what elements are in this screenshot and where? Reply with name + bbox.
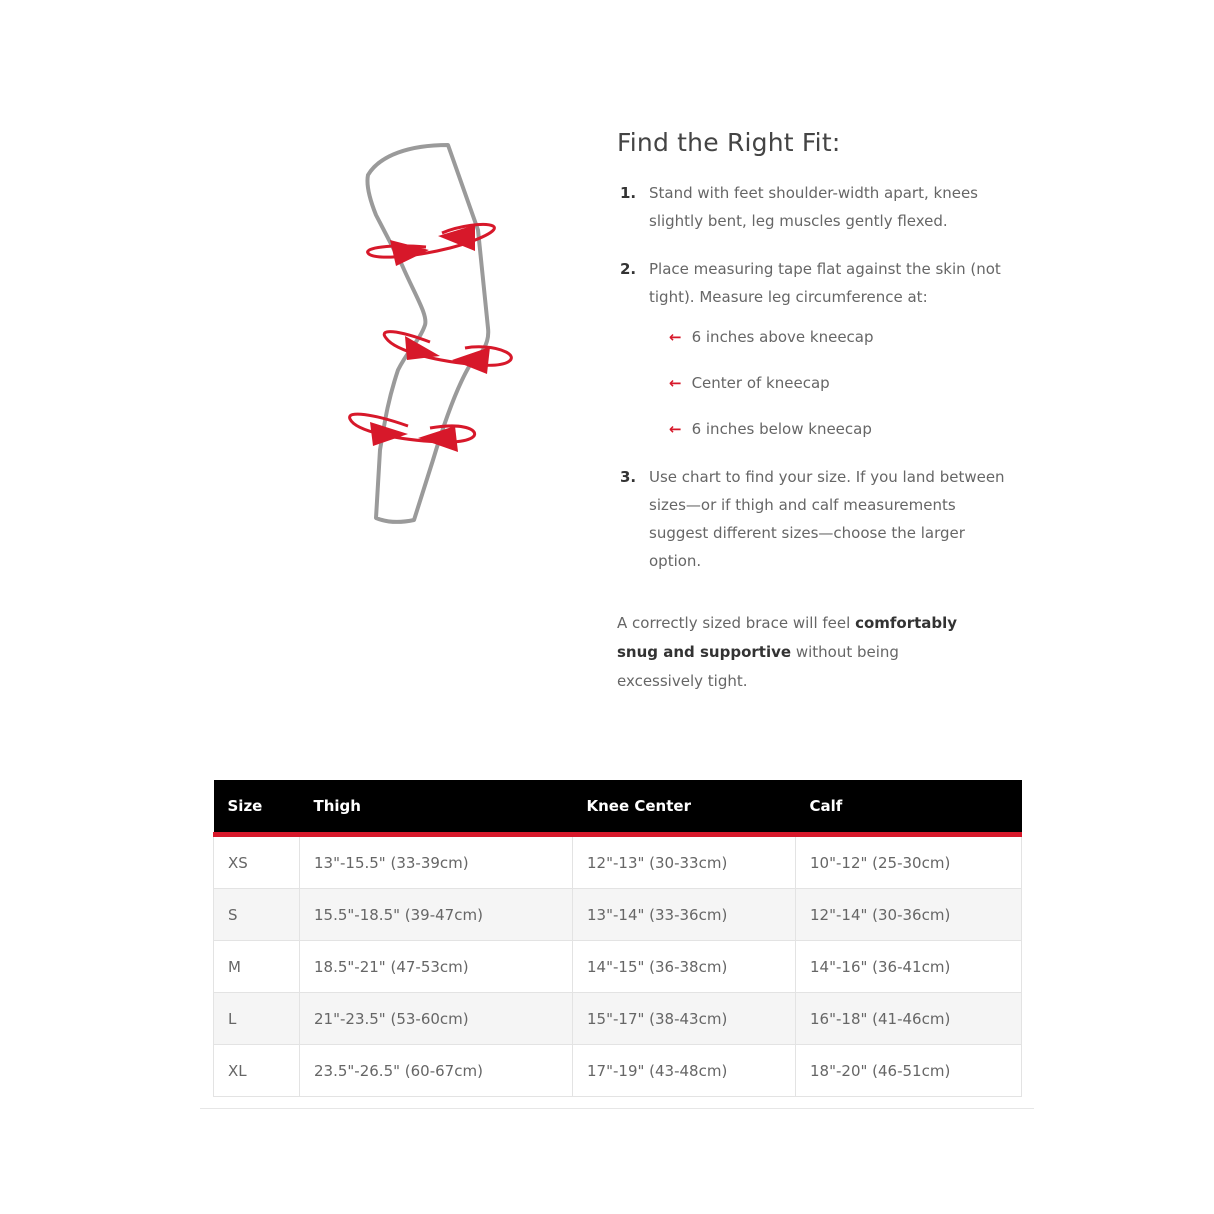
table-row xyxy=(214,835,1022,889)
calf-cell: 12"-14" (30-36cm) xyxy=(796,889,1022,941)
thigh-cell: 15.5"-18.5" (39-47cm) xyxy=(300,889,573,941)
measure-point-text: 6 inches above kneecap xyxy=(691,328,874,346)
fit-note xyxy=(617,609,989,696)
table-row xyxy=(214,993,1022,1045)
knee-cell: 14"-15" (36-38cm) xyxy=(573,941,796,993)
step-text: Place measuring tape flat against the skin (not tight). Measure leg circumference at: xyxy=(649,260,1001,306)
measure-points-list xyxy=(649,323,1017,443)
knee-cell: 12"-13" (30-33cm) xyxy=(573,835,796,889)
calf-cell: 18"-20" (46-51cm) xyxy=(796,1045,1022,1097)
note-post: without being excessively tight. xyxy=(617,643,899,690)
left-arrow-icon: ← xyxy=(669,420,682,438)
calf-cell: 14"-16" (36-41cm) xyxy=(796,941,1022,993)
step-3 xyxy=(617,463,1017,575)
thigh-cell: 18.5"-21" (47-53cm) xyxy=(300,941,573,993)
measure-point-below xyxy=(669,415,1017,443)
steps-list xyxy=(617,179,1017,575)
thigh-cell: 23.5"-26.5" (60-67cm) xyxy=(300,1045,573,1097)
calf-cell: 10"-12" (25-30cm) xyxy=(796,835,1022,889)
step-2 xyxy=(617,255,1017,443)
header-calf: Calf xyxy=(796,780,1022,835)
table-header-row xyxy=(214,780,1022,835)
header-knee-center: Knee Center xyxy=(573,780,796,835)
table-row xyxy=(214,1045,1022,1097)
step-text: Use chart to find your size. If you land between sizes—or if thigh and calf measurements suggest different sizes—choose the larger option. xyxy=(649,468,1005,570)
calf-cell: 16"-18" (41-46cm) xyxy=(796,993,1022,1045)
knee-cell: 15"-17" (38-43cm) xyxy=(573,993,796,1045)
size-cell: XS xyxy=(214,835,300,889)
size-cell: S xyxy=(214,889,300,941)
header-thigh: Thigh xyxy=(300,780,573,835)
step-text: Stand with feet shoulder-width apart, knees slightly bent, leg muscles gently flexed. xyxy=(649,184,978,230)
leg-measurement-illustration xyxy=(330,130,550,540)
table-row xyxy=(214,889,1022,941)
header-size: Size xyxy=(214,780,300,835)
table-row xyxy=(214,941,1022,993)
footer-divider xyxy=(200,1108,1034,1109)
thigh-cell: 13"-15.5" (33-39cm) xyxy=(300,835,573,889)
step-number: 1. xyxy=(620,184,637,202)
measure-point-above xyxy=(669,323,1017,351)
size-chart-table xyxy=(213,780,1022,1097)
note-bold: comfortably snug and supportive xyxy=(617,614,958,661)
knee-cell: 17"-19" (43-48cm) xyxy=(573,1045,796,1097)
measure-point-center xyxy=(669,369,1017,397)
step-1 xyxy=(617,179,1017,235)
fit-instructions xyxy=(617,128,1017,711)
size-cell: XL xyxy=(214,1045,300,1097)
fit-title: Find the Right Fit: xyxy=(617,128,841,157)
leg-outline-icon xyxy=(330,130,550,540)
note-pre: A correctly sized brace will feel xyxy=(617,614,856,632)
left-arrow-icon: ← xyxy=(669,328,682,346)
knee-cell: 13"-14" (33-36cm) xyxy=(573,889,796,941)
left-arrow-icon: ← xyxy=(669,374,682,392)
step-number: 2. xyxy=(620,260,637,278)
measure-point-text: 6 inches below kneecap xyxy=(691,420,872,438)
size-cell: M xyxy=(214,941,300,993)
size-cell: L xyxy=(214,993,300,1045)
step-number: 3. xyxy=(620,468,637,486)
thigh-cell: 21"-23.5" (53-60cm) xyxy=(300,993,573,1045)
measure-point-text: Center of kneecap xyxy=(691,374,830,392)
